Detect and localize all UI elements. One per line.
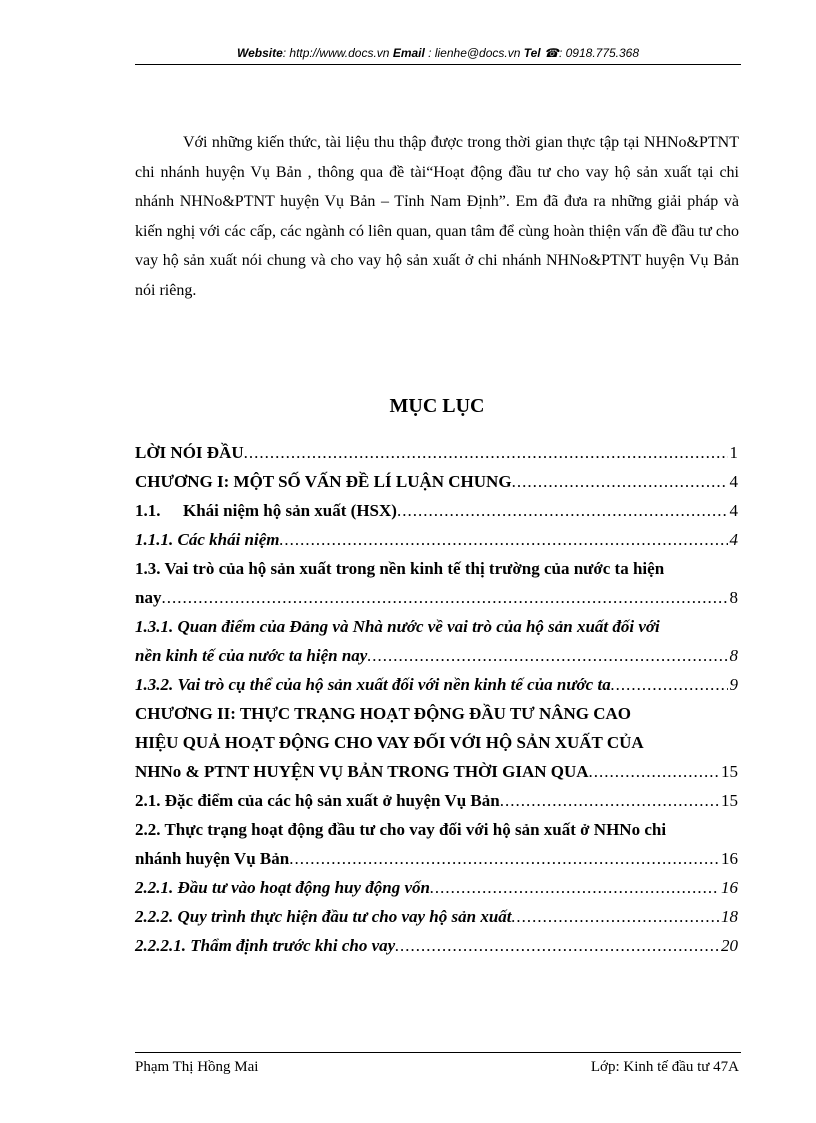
website-value: : http://www.docs.vn	[282, 46, 390, 60]
toc-entry[interactable]: 1.3. Vai trò của hộ sản xuất trong nền kinh tế thị trường của nước ta hiện nay ..... 8	[135, 554, 738, 612]
footer-author: Phạm Thị Hồng Mai	[135, 1059, 259, 1075]
page-footer	[135, 1052, 741, 1076]
toc-entry[interactable]: CHƯƠNG I: MỘT SỐ VẤN ĐỀ LÍ LUẬN CHUNG ..... 4	[135, 467, 738, 496]
email-label: Email	[392, 46, 425, 60]
intro-paragraph: Với những kiến thức, tài liệu thu thập được trong thời gian thực tập tại NHNo&PTNT chi nhánh huyện Vụ Bản , thông qua đề tài“Hoạt động đầu tư cho vay hộ sản xuất tại chi nhánh NHNo&PTNT huyện Vụ Bản – Tỉnh Nam Định”. Em đã đưa ra những giải pháp và kiến nghị với các cấp, các ngành có liên quan, quan tâm để cùng hoàn thiện vấn đề đầu tư cho vay hộ sản xuất nói chung và cho vay hộ sản xuất ở chi nhánh NHNo&PTNT huyện Vụ Bản nói riêng.	[135, 134, 739, 299]
email-value: : lienhe@docs.vn	[428, 46, 521, 60]
toc-entry[interactable]: 1.1.1. Các khái niệm ..... 4	[135, 525, 738, 554]
toc-title: MỤC LỤC	[389, 395, 485, 417]
toc-entry[interactable]: 2.2. Thực trạng hoạt động đầu tư cho vay đối với hộ sản xuất ở NHNo chi nhánh huyện Vụ Bản ..... 16	[135, 815, 738, 873]
website-label: Website	[236, 46, 283, 60]
phone-icon: ☎	[544, 46, 559, 60]
toc-entry[interactable]: 1.3.2. Vai trò cụ thể của hộ sản xuất đối với nền kinh tế của nước ta ..... 9	[135, 670, 738, 699]
toc-entry[interactable]: 1.3.1. Quan điểm của Đảng và Nhà nước về vai trò của hộ sản xuất đối với nền kinh tế của nước ta hiện nay ..... 8	[135, 612, 738, 670]
toc-entry[interactable]: 2.1. Đặc điểm của các hộ sản xuất ở huyện Vụ Bản ..... 15	[135, 786, 738, 815]
toc-entry[interactable]: LỜI NÓI ĐẦU ..... 1	[135, 438, 738, 467]
toc-entry[interactable]: 2.2.2.1. Thẩm định trước khi cho vay ..... 20	[135, 931, 738, 960]
tel-label: Tel	[523, 46, 541, 60]
toc-entry[interactable]: 2.2.1. Đầu tư vào hoạt động huy động vốn ..... 16	[135, 873, 738, 902]
toc-entry[interactable]: CHƯƠNG II: THỰC TRẠNG HOẠT ĐỘNG ĐẦU TƯ NÂNG CAO HIỆU QUẢ HOẠT ĐỘNG CHO VAY ĐỐI VỚI HỘ SẢN XUẤT CỦA NHNo & PTNT HUYỆN VỤ BẢN TRONG THỜI GIAN QUA ..... 15	[135, 699, 738, 786]
table-of-contents	[135, 438, 738, 960]
tel-value: : 0918.775.368	[558, 46, 640, 60]
page-header	[135, 46, 741, 65]
footer-class: Lớp: Kinh tế đầu tư 47A	[590, 1059, 739, 1075]
toc-entry[interactable]: 2.2.2. Quy trình thực hiện đầu tư cho vay hộ sản xuất ..... 18	[135, 902, 738, 931]
toc-entry[interactable]: 1.1. Khái niệm hộ sản xuất (HSX) ..... 4	[135, 496, 738, 525]
